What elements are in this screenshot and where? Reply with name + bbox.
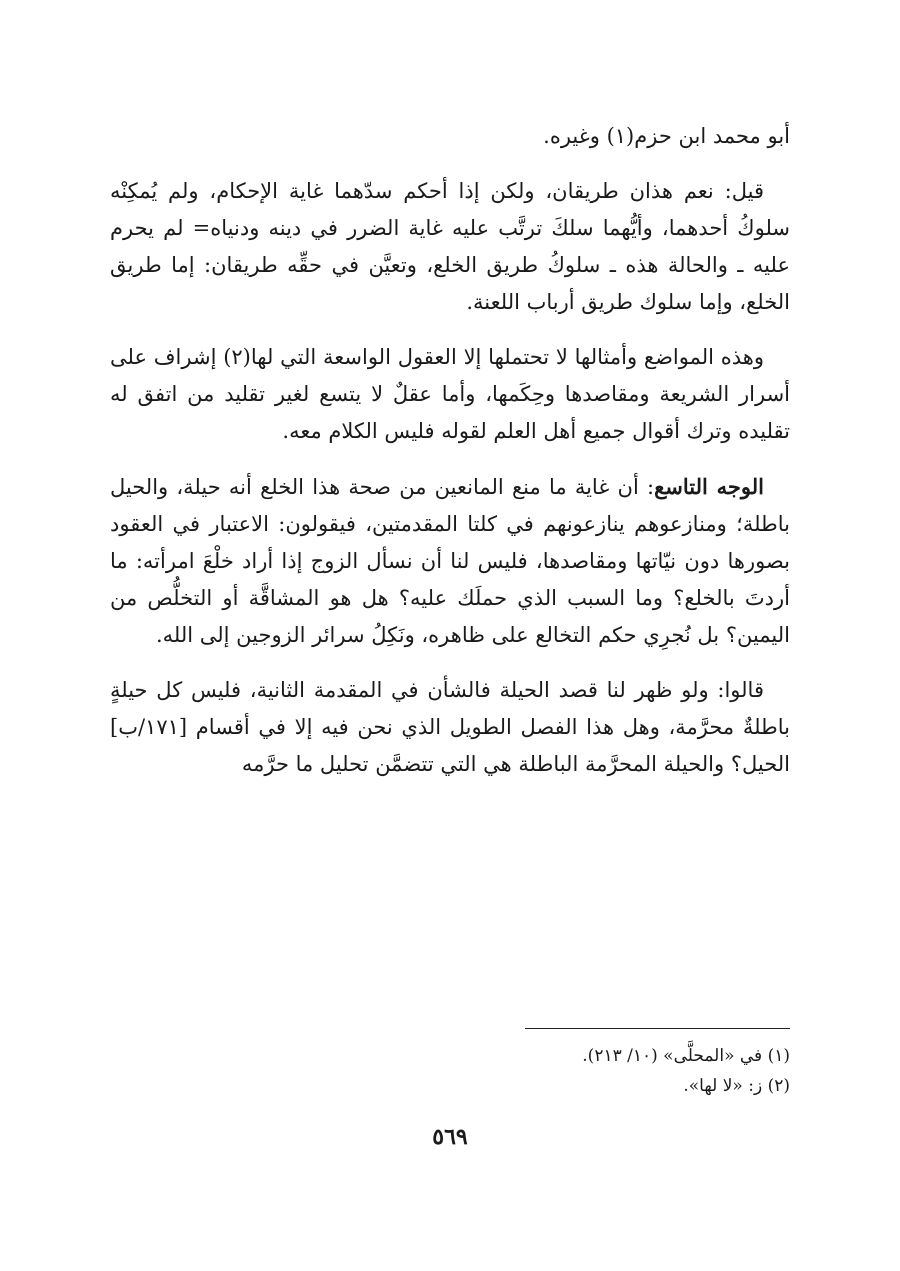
page-number: ٥٦٩ (432, 1124, 468, 1150)
footnote-1: (١) في «المحلَّى» (١٠/ ٢١٣). (582, 1046, 790, 1066)
paragraph-4-lead: الوجه التاسع (654, 474, 764, 499)
paragraph-4 (110, 468, 790, 654)
paragraph-2 (110, 173, 790, 321)
footnote-divider (525, 1028, 790, 1029)
paragraph-3-text: وهذه المواضع وأمثالها لا تحتملها إلا العقول الواسعة التي لها(٢) إشراف على أسرار الشريعة ومقاصدها وحِكَمها، وأما عقلٌ لا يتسع لغير تقليد من اتفق له تقليده وترك أقوال جميع أهل العلم لقوله فليس الكلام معه. (110, 345, 790, 443)
paragraph-5 (110, 672, 790, 783)
page-body (110, 118, 790, 801)
paragraph-1 (110, 118, 790, 155)
footnotes (110, 1028, 790, 1101)
paragraph-5-text: قالوا: ولو ظهر لنا قصد الحيلة فالشأن في المقدمة الثانية، فليس كل حيلةٍ باطلةٌ محرَّمة، وهل هذا الفصل الطويل الذي نحن فيه إلا في أقسام [١٧١/ب] الحيل؟ والحيلة المحرَّمة الباطلة هي التي تتضمَّن تحليل ما حرَّمه (110, 678, 790, 776)
footnote-2: (٢) ز: «لا لها». (683, 1076, 790, 1096)
paragraph-1-text: أبو محمد ابن حزم(١) وغيره. (543, 124, 790, 148)
paragraph-2-text: قيل: نعم هذان طريقان، ولكن إذا أحكم سدّهما غاية الإحكام، ولم يُمكِنْه سلوكُ أحدهما، وأيُّهما سلكَ ترتَّب عليه غاية الضرر في دينه ودنياه= لم يحرم عليه ـ والحالة هذه ـ سلوكُ طريق الخلع، وتعيَّن في حقِّه طريقان: إما طريق الخلع، وإما سلوك طريق أرباب اللعنة. (110, 179, 790, 314)
paragraph-3 (110, 339, 790, 450)
paragraph-4-text: : أن غاية ما منع المانعين من صحة هذا الخلع أنه حيلة، والحيل باطلة؛ ومنازعوهم ينازعونهم في كلتا المقدمتين، فيقولون: الاعتبار في العقود بصورها دون نيّاتها ومقاصدها، فليس لنا أن نسأل الزوج إذا أراد خلْعَ امرأته: ما أردتَ بالخلع؟ وما السبب الذي حملَك عليه؟ هل هو المشاقَّة أو التخلُّص من اليمين؟ بل نُجرِي حكم التخالع على ظاهره، ونَكِلُ سرائر الزوجين إلى الله. (110, 475, 790, 647)
